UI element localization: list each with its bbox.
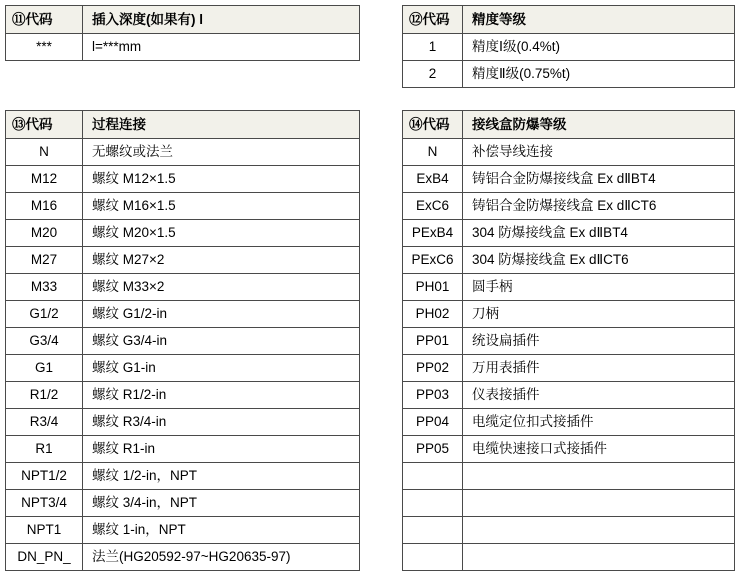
table-row: [403, 328, 735, 355]
table-header-row: [6, 111, 360, 139]
cell-desc: 螺纹 1/2-in，NPT: [83, 463, 360, 490]
table-row: [403, 436, 735, 463]
cell-desc: 螺纹 G1/2-in: [83, 301, 360, 328]
cell-desc: 法兰(HG20592-97~HG20635-97): [83, 544, 360, 571]
cell-code: PP05: [403, 436, 463, 463]
cell-code: [403, 463, 463, 490]
table-insertion-depth: [5, 5, 360, 61]
cell-desc: 螺纹 3/4-in，NPT: [83, 490, 360, 517]
table-header-row: [6, 6, 360, 34]
cell-code: G1: [6, 355, 83, 382]
header-desc: 精度等级: [463, 6, 735, 34]
cell-code: PExB4: [403, 220, 463, 247]
table-row: [6, 220, 360, 247]
cell-desc: [463, 544, 735, 571]
cell-code: [403, 490, 463, 517]
cell-code: N: [403, 139, 463, 166]
table-row: [6, 490, 360, 517]
table-row-empty: [403, 490, 735, 517]
table-row: [403, 274, 735, 301]
cell-desc: 铸铝合金防爆接线盒 Ex dⅡCT6: [463, 193, 735, 220]
cell-desc: 螺纹 R1/2-in: [83, 382, 360, 409]
cell-desc: l=***mm: [83, 34, 360, 61]
cell-code: PP03: [403, 382, 463, 409]
cell-desc: 螺纹 M20×1.5: [83, 220, 360, 247]
cell-desc: 统设扁插件: [463, 328, 735, 355]
table-row: [6, 193, 360, 220]
cell-desc: [463, 517, 735, 544]
cell-desc: 补偿导线连接: [463, 139, 735, 166]
cell-desc: 螺纹 M16×1.5: [83, 193, 360, 220]
table-row: [403, 355, 735, 382]
table-process-connection: [5, 110, 360, 571]
cell-code: NPT1/2: [6, 463, 83, 490]
header-code: ⑬代码: [6, 111, 83, 139]
cell-desc: 螺纹 R1-in: [83, 436, 360, 463]
table-row: [403, 34, 735, 61]
header-desc: 插入深度(如果有) l: [83, 6, 360, 34]
cell-code: DN_PN_: [6, 544, 83, 571]
cell-desc: 304 防爆接线盒 Ex dⅡBT4: [463, 220, 735, 247]
cell-code: PP04: [403, 409, 463, 436]
cell-code: PP02: [403, 355, 463, 382]
cell-code: ExC6: [403, 193, 463, 220]
table-row: [6, 517, 360, 544]
table-accuracy-class: [402, 5, 735, 88]
cell-code: PH01: [403, 274, 463, 301]
cell-code: N: [6, 139, 83, 166]
table-row: [6, 409, 360, 436]
table-row: [403, 409, 735, 436]
cell-code: G1/2: [6, 301, 83, 328]
cell-code: 1: [403, 34, 463, 61]
table-row: [403, 382, 735, 409]
table-row: [403, 301, 735, 328]
table-junction-box-explosion-proof: [402, 110, 735, 571]
cell-desc: 铸铝合金防爆接线盒 Ex dⅡBT4: [463, 166, 735, 193]
cell-code: ExB4: [403, 166, 463, 193]
cell-code: NPT1: [6, 517, 83, 544]
cell-desc: 螺纹 M33×2: [83, 274, 360, 301]
cell-code: M27: [6, 247, 83, 274]
cell-desc: 精度Ⅰ级(0.4%t): [463, 34, 735, 61]
cell-code: PExC6: [403, 247, 463, 274]
table-row: [403, 247, 735, 274]
table-row: [6, 34, 360, 61]
table-row: [6, 274, 360, 301]
table-row: [6, 247, 360, 274]
table-row: [6, 301, 360, 328]
table-row: [403, 139, 735, 166]
cell-desc: 304 防爆接线盒 Ex dⅡCT6: [463, 247, 735, 274]
cell-desc: [463, 490, 735, 517]
cell-desc: 电缆快速接口式接插件: [463, 436, 735, 463]
cell-code: R1: [6, 436, 83, 463]
cell-code: R3/4: [6, 409, 83, 436]
cell-desc: 仪表接插件: [463, 382, 735, 409]
cell-code: G3/4: [6, 328, 83, 355]
cell-code: M20: [6, 220, 83, 247]
cell-desc: 万用表插件: [463, 355, 735, 382]
table-row-empty: [403, 463, 735, 490]
table-row-empty: [403, 544, 735, 571]
table-row: [6, 382, 360, 409]
cell-code: PH02: [403, 301, 463, 328]
table-row: [6, 166, 360, 193]
cell-code: [403, 517, 463, 544]
cell-desc: 刀柄: [463, 301, 735, 328]
table-row: [6, 544, 360, 571]
cell-desc: 螺纹 R3/4-in: [83, 409, 360, 436]
cell-desc: 无螺纹或法兰: [83, 139, 360, 166]
cell-desc: 精度Ⅱ级(0.75%t): [463, 61, 735, 88]
cell-code: PP01: [403, 328, 463, 355]
header-desc: 接线盒防爆等级: [463, 111, 735, 139]
cell-code: M33: [6, 274, 83, 301]
table-row: [6, 436, 360, 463]
cell-desc: [463, 463, 735, 490]
header-code: ⑫代码: [403, 6, 463, 34]
cell-code: [403, 544, 463, 571]
cell-code: M16: [6, 193, 83, 220]
cell-code: ***: [6, 34, 83, 61]
table-header-row: [403, 6, 735, 34]
table-row: [403, 166, 735, 193]
cell-code: M12: [6, 166, 83, 193]
cell-desc: 圆手柄: [463, 274, 735, 301]
table-row: [6, 328, 360, 355]
header-code: ⑪代码: [6, 6, 83, 34]
table-row: [403, 220, 735, 247]
table-row: [403, 193, 735, 220]
cell-code: NPT3/4: [6, 490, 83, 517]
cell-desc: 电缆定位扣式接插件: [463, 409, 735, 436]
table-row: [403, 61, 735, 88]
cell-desc: 螺纹 M12×1.5: [83, 166, 360, 193]
cell-desc: 螺纹 G3/4-in: [83, 328, 360, 355]
table-row: [6, 463, 360, 490]
header-code: ⑭代码: [403, 111, 463, 139]
table-row: [6, 355, 360, 382]
cell-desc: 螺纹 1-in，NPT: [83, 517, 360, 544]
cell-code: 2: [403, 61, 463, 88]
cell-desc: 螺纹 M27×2: [83, 247, 360, 274]
cell-code: R1/2: [6, 382, 83, 409]
header-desc: 过程连接: [83, 111, 360, 139]
table-row: [6, 139, 360, 166]
table-header-row: [403, 111, 735, 139]
table-row-empty: [403, 517, 735, 544]
cell-desc: 螺纹 G1-in: [83, 355, 360, 382]
